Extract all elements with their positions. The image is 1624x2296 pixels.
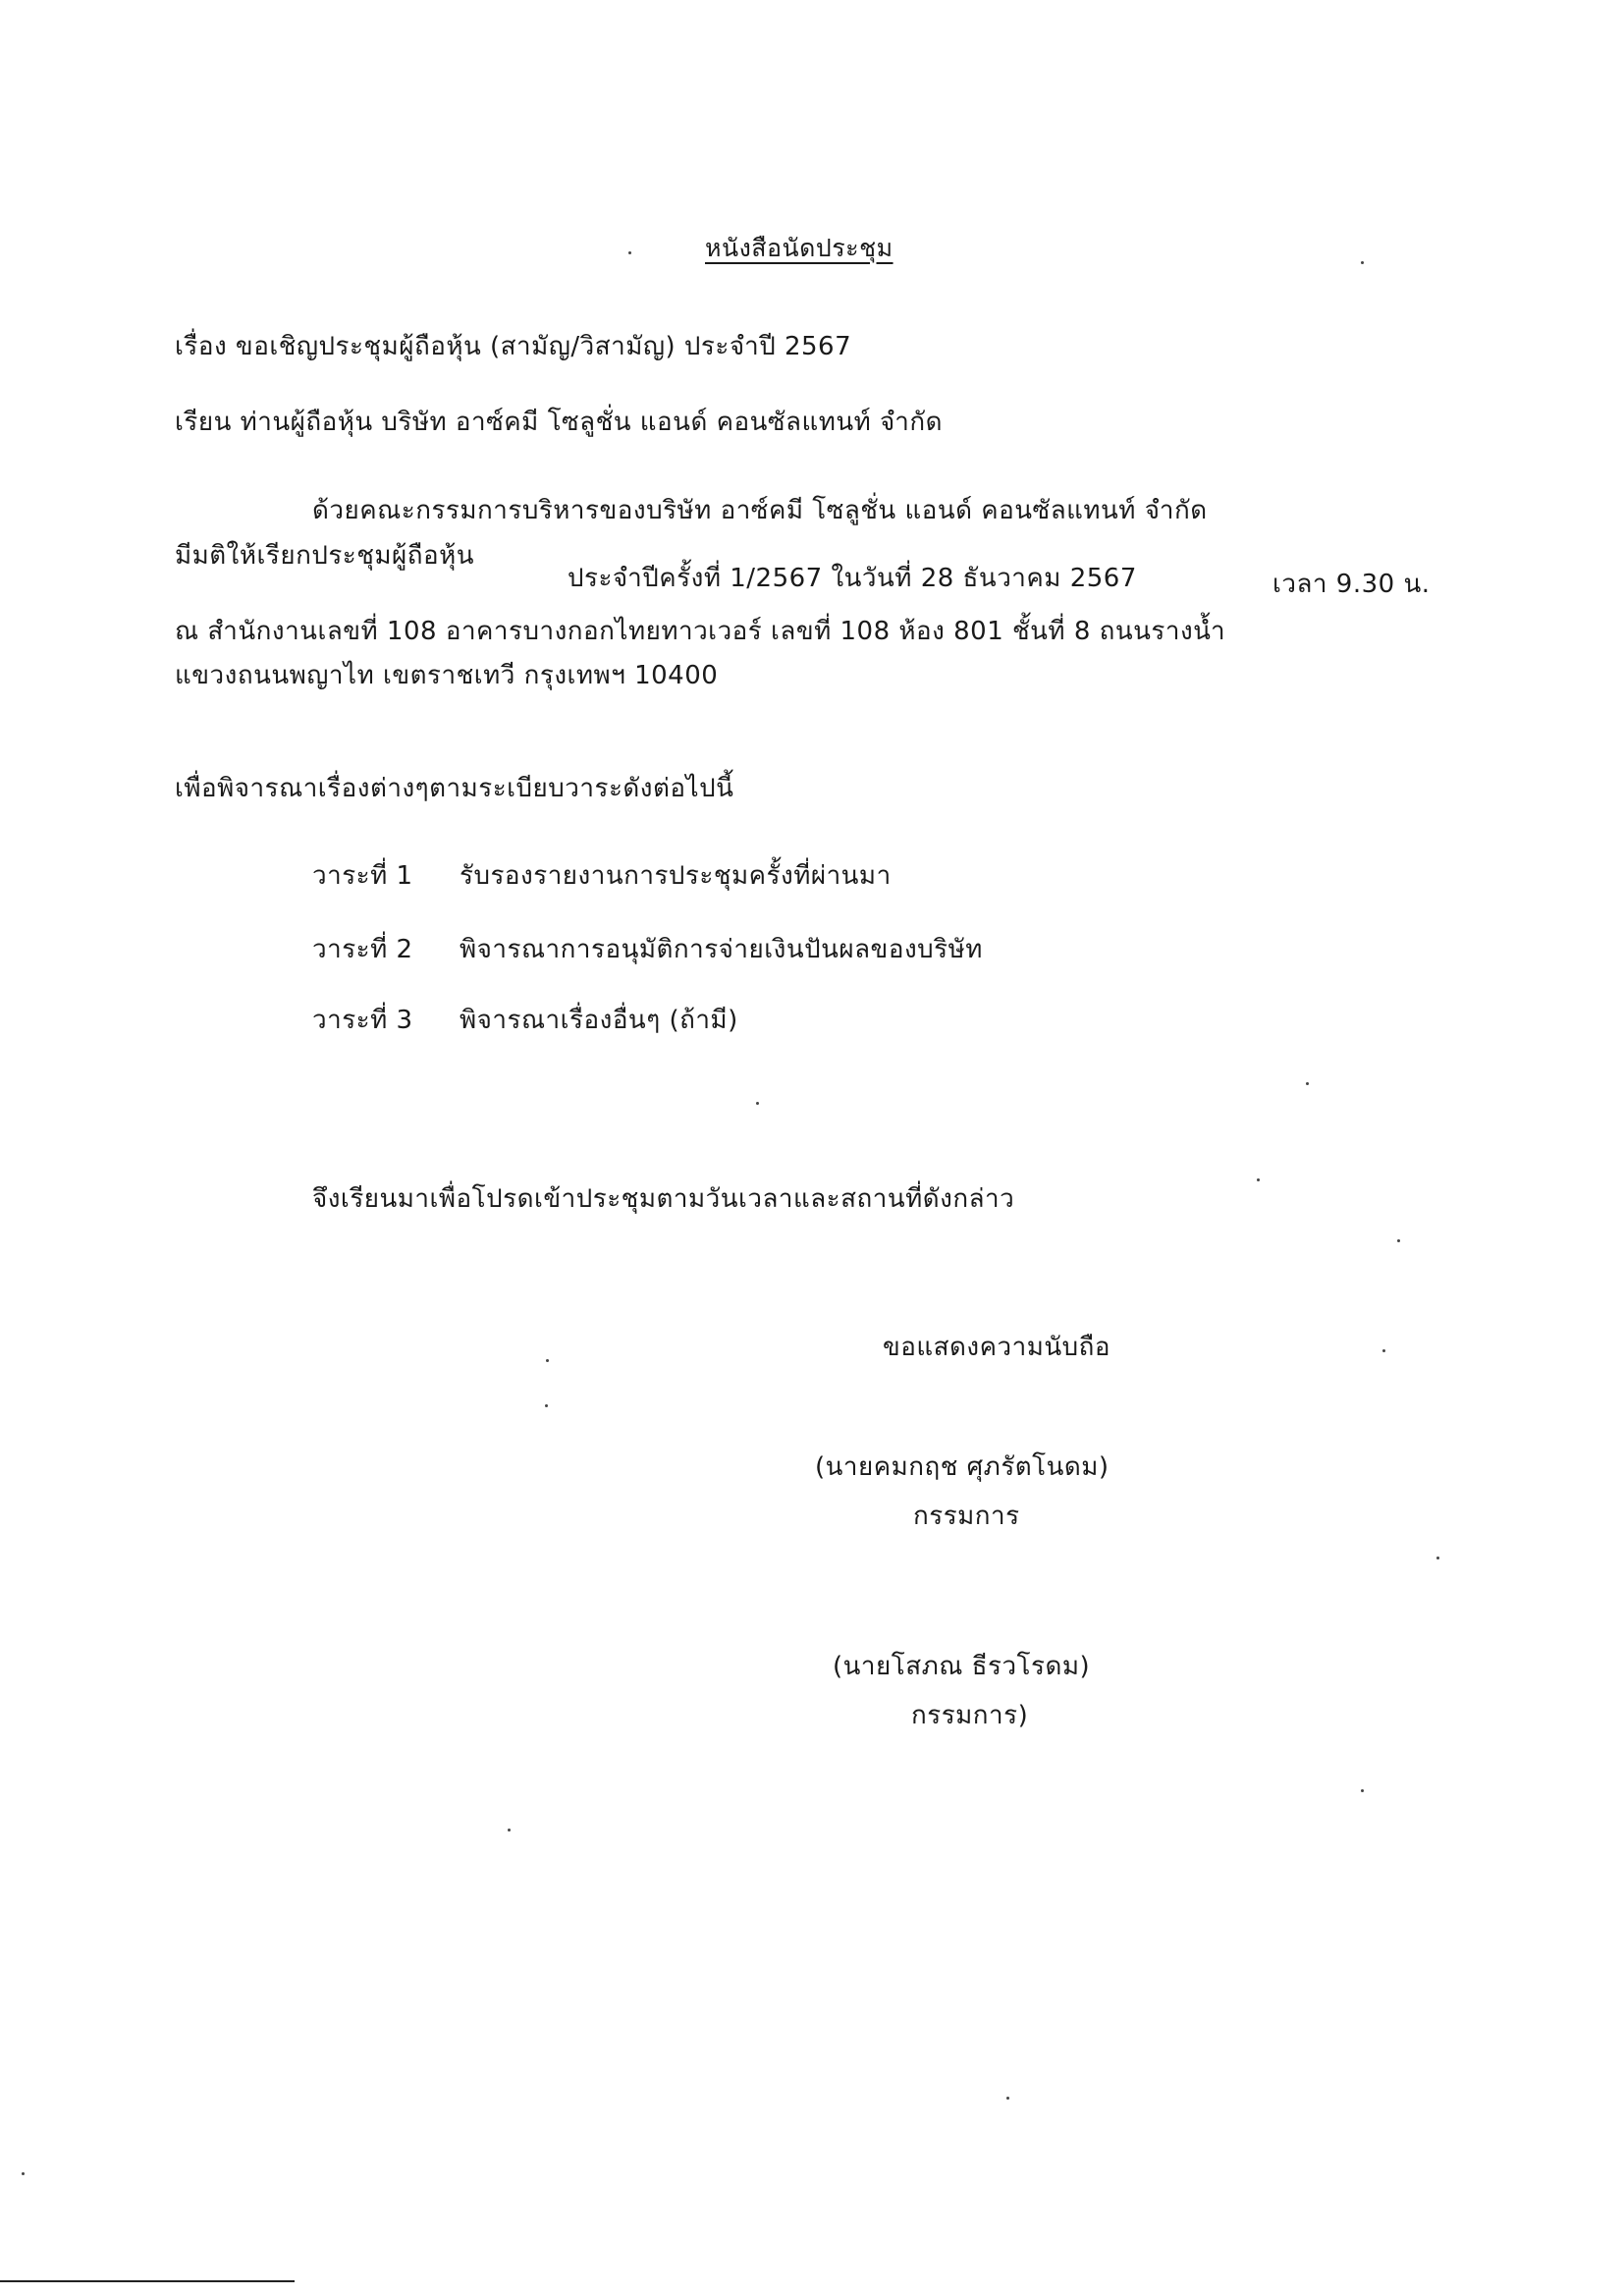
body-paragraph-line-1: ด้วยคณะกรรมการบริหารของบริษัท อาซ์คมี โซลูชั่น แอนด์ คอนซัลแทนท์ จำกัด: [312, 496, 1208, 525]
scan-speck: [1436, 1557, 1439, 1559]
scan-speck: [1382, 1349, 1385, 1352]
bottom-rule: [0, 2280, 295, 2282]
agenda-text: พิจารณาการอนุมัติการจ่ายเงินปันผลของบริษัท: [460, 935, 983, 964]
signatory-name: (นายคมกฤช ศุภรัตโนดม): [815, 1452, 1110, 1482]
agenda-item: [312, 859, 892, 893]
signatory-title: กรรมการ: [913, 1502, 1020, 1531]
scan-speck: [1361, 1789, 1364, 1792]
scan-speck: [22, 2172, 25, 2175]
meeting-location-district: แขวงถนนพญาไท เขตราชเทวี กรุงเทพฯ 10400: [175, 661, 719, 690]
agenda-text: รับรองรายงานการประชุมครั้งที่ผ่านมา: [460, 861, 892, 891]
agenda-text: พิจารณาเรื่องอื่นๆ (ถ้ามี): [460, 1006, 738, 1035]
scan-speck: [1361, 261, 1364, 264]
regards-line: ขอแสดงความนับถือ: [883, 1333, 1110, 1362]
signatory-title: กรรมการ): [911, 1701, 1029, 1730]
scan-speck: [546, 1359, 549, 1362]
meeting-location: ณ สำนักงานเลขที่ 108 อาคารบางกอกไทยทาวเวอร์ เลขที่ 108 ห้อง 801 ชั้นที่ 8 ถนนรางน้ำ: [175, 617, 1226, 646]
scan-speck: [1397, 1239, 1400, 1242]
scan-speck: [1257, 1178, 1260, 1181]
scan-speck: [1006, 2097, 1009, 2100]
signatory-name: (นายโสภณ ธีรวโรดม): [833, 1652, 1091, 1681]
agenda-number: วาระที่ 2: [312, 935, 413, 964]
scan-speck: [1306, 1082, 1309, 1085]
scan-speck: [756, 1102, 759, 1105]
agenda-item: [312, 1004, 738, 1037]
meeting-date: ประจำปีครั้งที่ 1/2567 ในวันที่ 28 ธันวาคม 2567: [568, 564, 1137, 593]
addressee-line: เรียน ท่านผู้ถือหุ้น บริษัท อาซ์คมี โซลูชั่น แอนด์ คอนซัลแทนท์ จำกัด: [175, 408, 943, 437]
agenda-intro: เพื่อพิจารณาเรื่องต่างๆตามระเบียบวาระดังต่อไปนี้: [175, 774, 734, 803]
subject-line: เรื่อง ขอเชิญประชุมผู้ถือหุ้น (สามัญ/วิสามัญ) ประจำปี 2567: [175, 332, 852, 361]
agenda-item: [312, 933, 983, 966]
document-title: หนังสือนัดประชุม: [705, 234, 893, 262]
body-paragraph-line-2-start: มีมติให้เรียกประชุมผู้ถือหุ้น: [175, 541, 475, 571]
scan-speck: [545, 1404, 548, 1407]
closing-sentence: จึงเรียนมาเพื่อโปรดเข้าประชุมตามวันเวลาและสถานที่ดังกล่าว: [312, 1184, 1015, 1214]
scan-speck: [508, 1829, 511, 1831]
agenda-number: วาระที่ 3: [312, 1006, 413, 1035]
agenda-number: วาระที่ 1: [312, 861, 413, 891]
meeting-time: เวลา 9.30 น.: [1272, 570, 1431, 599]
scan-speck: [628, 251, 631, 254]
